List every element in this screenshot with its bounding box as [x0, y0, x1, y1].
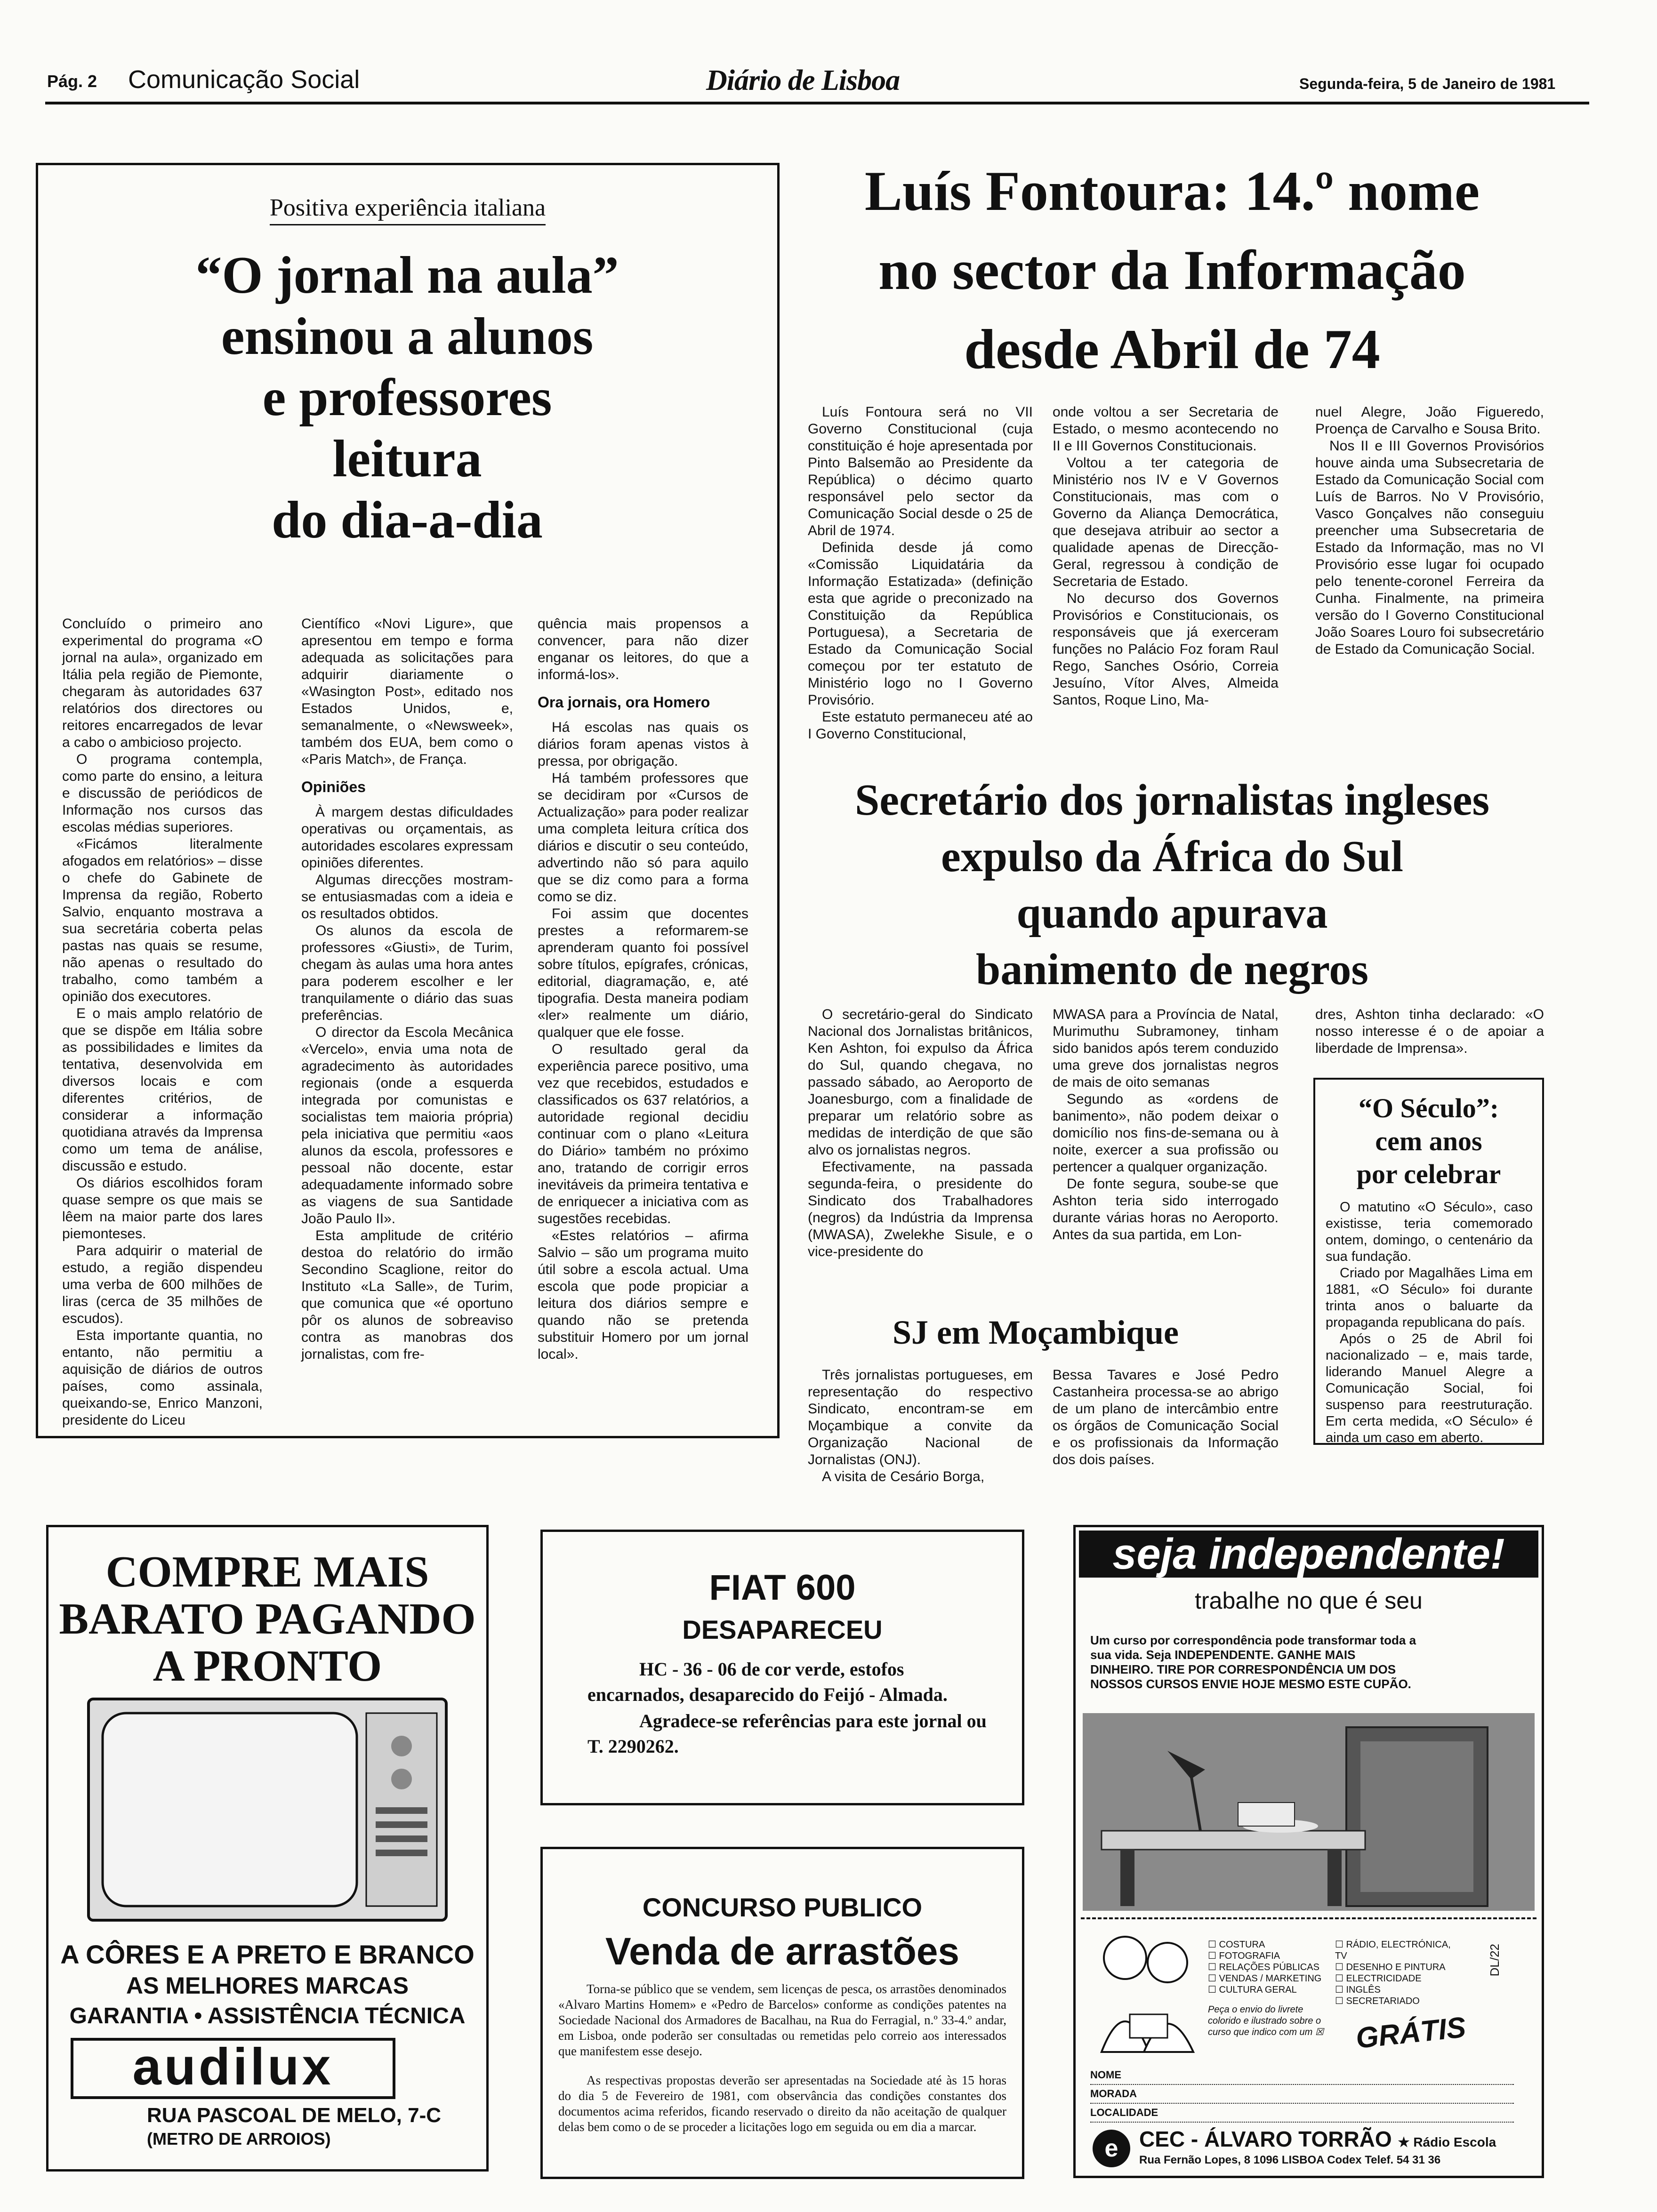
ad-body: HC - 36 - 06 de cor verde, estofos encarnados, desaparecido do Feijó - Almada. — [587, 1659, 948, 1705]
field-label: NOME — [1090, 2069, 1121, 2081]
paragraph: Efectivamente, na passada segunda-feira, o presidente do Sindicato dos Trabalhadores (negros) da Indústria da Imprensa (MWASA), Zwelekhe Sisule, e o vice-presidente do — [808, 1159, 1033, 1259]
brand-name: CEC - ÁLVARO TORRÃO — [1139, 2127, 1392, 2151]
locality-field[interactable] — [1090, 2104, 1514, 2123]
headline-line: ensinou a alunos — [221, 307, 594, 366]
field-label: MORADA — [1090, 2088, 1137, 2100]
article-headline — [800, 772, 1544, 998]
article-column — [1053, 1367, 1279, 1468]
headline-line: quando apurava — [1016, 889, 1328, 938]
paragraph: «Estes relatórios – afirma Salvio – são um programa muito útil sobre a escola actual. Uma escola que pode propiciar a leitura dos diários sempre e quando não se pretenda substituir Homero por um jornal local». — [538, 1228, 748, 1362]
paragraph: MWASA para a Província de Natal, Murimuthu Subramoney, tinham sido banidos após terem conduzido uma greve dos jornalistas negros de mais de oito semanas — [1053, 1007, 1279, 1090]
headline-line: por celebrar — [1356, 1159, 1501, 1189]
headline-line: expulso da África do Sul — [941, 832, 1403, 881]
paragraph: nuel Alegre, João Figueredo, Proença de Carvalho e Sousa Brito. — [1315, 404, 1544, 437]
paragraph: Concluído o primeiro ano experimental do programa «O jornal na aula», organizado em Itália pela região de Piemonte, chegaram às autoridades 637 relatórios dos directores ou reitores encarregados de levar a cabo o ambicioso projecto. — [62, 616, 263, 750]
paragraph: Segundo as «ordens de banimento», não podem deixar o domicílio nos fins-de-semana ou à noite, exercer a sua profissão ou pertencer a qualquer organização. — [1053, 1091, 1279, 1175]
article-column — [1053, 1006, 1279, 1243]
ad-subtitle: Venda de arrastões — [605, 1930, 960, 1973]
ad-subtitle: trabalhe no que é seu — [1195, 1587, 1423, 1614]
paragraph: Esta importante quantia, no entanto, não permitiu a aquisição de diários de outros países, como assinala, queixando-se, Enrico Manzoni, presidente do Liceu — [62, 1328, 263, 1428]
course-option[interactable]: ☐ CULTURA GERAL — [1208, 1985, 1297, 1995]
paragraph: De fonte segura, soube-se que Ashton teria sido interrogado durante várias horas no Aeroporto. Antes da sua partida, em Lon- — [1053, 1176, 1279, 1242]
ad-address: Rua Fernão Lopes, 8 1096 LISBOA Codex Telef. 54 31 36 — [1139, 2154, 1441, 2166]
paragraph: Há também professores que se decidiram por «Cursos de Actualização» para poder realizar uma completa leitura crítica dos diários e discutir o seu conteúdo, advertindo não só para aquilo que se diz como para a forma como se diz. — [538, 770, 748, 905]
article-kicker — [36, 194, 780, 222]
ad-line: GARANTIA • ASSISTÊNCIA TÉCNICA — [69, 2004, 466, 2028]
header-rule — [45, 102, 1589, 104]
course-label: DESENHO E PINTURA — [1346, 1962, 1446, 1972]
headline-line: e professores — [262, 369, 552, 427]
paragraph: Esta amplitude de critério destoa do relatório do irmão Secondino Scaglione, reitor do Instituto «La Salle», de Turim, que comunica que «é oportuno pôr os alunos de sobreaviso contra as manobras dos jornalistas, com fre- — [301, 1228, 513, 1362]
paragraph: dres, Ashton tinha declarado: «O nosso interesse é o de apoiar a liberdade de Imprensa». — [1315, 1007, 1544, 1056]
paragraph: O programa contempla, como parte do ensino, a leitura e discussão de periódicos de Informação nos cursos das escolas médias superiores. — [62, 752, 263, 835]
coupon-request: Peça o envio do livrete colorido e ilustrado sobre o curso que indico com um ☒ — [1208, 2004, 1324, 2037]
headline-line: A PRONTO — [153, 1642, 382, 1691]
article-column — [538, 616, 748, 1363]
course-label: RÁDIO, ELECTRÓNICA, TV — [1335, 1940, 1451, 1961]
course-option[interactable]: ☐ COSTURA — [1208, 1940, 1265, 1950]
headline-line: leitura — [332, 430, 482, 488]
page-number: Pág. 2 — [47, 72, 97, 91]
gratis-stamp: GRÁTIS — [1354, 2011, 1468, 2055]
headline-line: “O jornal na aula” — [195, 246, 619, 305]
course-label: COSTURA — [1219, 1940, 1265, 1950]
course-list-left — [1208, 1939, 1326, 1996]
paragraph: Bessa Tavares e José Pedro Castanheira processa-se ao abrigo de um plano de intercâmbio entre os órgãos de Comunicação Social e os profissionais da Informação dos dois países. — [1053, 1367, 1279, 1467]
course-label: SECRETARIADO — [1346, 1996, 1420, 2006]
article-column — [1326, 1199, 1533, 1446]
paragraph: Os diários escolhidos foram quase sempre os que mais se lêem na maior parte dos lares piemonteses. — [62, 1175, 263, 1242]
article-column — [62, 616, 263, 1429]
paragraph: O secretário-geral do Sindicato Nacional dos Jornalistas britânicos, Ken Ashton, foi expulso da África do Sul, quando chegava, no passado sábado, ao Aeroporto de Joanesburgo, com a finalidade de preparar um relatório sobre as medidas de interdição de que são alvo os jornalistas negros. — [808, 1007, 1033, 1158]
article-headline — [1313, 1092, 1544, 1191]
headline-line: “O Século”: — [1358, 1093, 1499, 1123]
course-option[interactable]: ☐ RELAÇÕES PÚBLICAS — [1208, 1962, 1319, 1972]
course-option[interactable]: ☐ VENDAS / MARKETING — [1208, 1973, 1322, 1984]
course-label: VENDAS / MARKETING — [1219, 1973, 1322, 1984]
paragraph: «Ficámos literalmente afogados em relatórios» – disse o chefe do Gabinete de Imprensa da região, Roberto Salvio, enquanto mostrava a sua secretária coberta pelas pastas nas quais se resume, não apenas o resultado do trabalho, como também a opinião dos executores. — [62, 836, 263, 1004]
paragraph: Definida desde já como «Comissão Liquidatária da Informação Estatizada» (definição esta que agride o preconizado na Constituição da República Portuguesa), a Secretaria de Estado da Comunicação Social começou por ter estatuto de Ministério logo no I Governo Provisório. — [808, 540, 1033, 708]
headline-line: Secretário dos jornalistas ingleses — [854, 776, 1490, 825]
paragraph: quência mais propensos a convencer, para não dizer enganar os leitores, do que a informá-los». — [538, 616, 748, 682]
article-column — [808, 1006, 1033, 1260]
course-list-right — [1335, 1939, 1453, 2007]
paragraph: Os alunos da escola de professores «Giusti», de Turim, chegam às aulas uma hora antes para poderem escolher e ler tranquilamente o diário das suas preferências. — [301, 923, 513, 1023]
ad-body: Torna-se público que se vendem, sem licenças de pesca, os arrastões denominados «Alvaro Martins Homem» e «Pedro de Barcelos» conforme as condições patentes na Sociedade Nacional dos Armadores de Bacalhau, na Rua do Ferragial, n.º 33-4.º andar, em Lisboa, onde poderão ser consultadas ou remetidas pelo correio aos interessados que manifestem esse desejo. — [558, 1982, 1006, 2058]
paragraph: Foi assim que docentes prestes a reformarem-se aprenderam quanto foi possível sobre títulos, epígrafes, crónicas, editorial, diagramação, e, até tipografia. Desta maneira podiam «ler» realmente um diário, qualquer que ele fosse. — [538, 906, 748, 1040]
field-label: LOCALIDADE — [1090, 2107, 1158, 2118]
article-headline — [47, 245, 767, 551]
television-illustration — [84, 1694, 451, 1930]
paragraph: Após o 25 de Abril foi nacionalizado – e, mais tarde, liderando Manuel Alegre a Comunicação Social, foi suspenso para reestruturação. Em certa medida, «O Século» é ainda um caso em aberto. — [1326, 1331, 1533, 1445]
coupon-fields — [1090, 2066, 1514, 2123]
paragraph: onde voltou a ser Secretaria de Estado, o mesmo acontecendo no II e III Governos Constitucionais. — [1053, 404, 1279, 454]
paragraph: O director da Escola Mecânica «Vercelo», envia uma nota de agradecimento às autoridades regionais (onde a esquerda integrada por comunistas e socialistas tem maioria própria) pela iniciativa que permitiu «aos alunos da escola, professores e pessoal não docente, estar adequadamente informado sobre as viagens de sua Santidade João Paulo II». — [301, 1025, 513, 1226]
article-column — [1053, 404, 1279, 709]
ad-subtitle: DESAPARECEU — [682, 1615, 883, 1644]
paragraph: Nos II e III Governos Provisórios houve ainda uma Subsecretaria de Estado da Comunicação Social com Luís de Barros. No V Provisório, Vasco Gonçalves não conseguiu preencher uma Subsecretaria de Estado da Informação, mas no VI Provisório esse lugar foi ocupado pelo tenente-coronel Ferreira da Cunha. Finalmente, na primeira versão do I Governo Constitucional João Soares Louro foi subsecretário de Estado da Comunicação Social. — [1315, 438, 1544, 657]
kicker-text: Positiva experiência italiana — [270, 194, 546, 225]
headline-line: banimento de negros — [976, 945, 1368, 994]
paragraph: No decurso dos Governos Provisórios e Constitucionais, os responsáveis que já exerceram funções no Palácio Foz foram Raul Rego, Sanches Osório, Correia Jesuíno, Vítor Alves, Almeida Santos, Roque Lino, Ma- — [1053, 591, 1279, 708]
paragraph: Científico «Novi Ligure», que apresentou em tempo e forma adequada as solicitações para adquirir diariamente o «Wasington Post», editado nos Estados Unidos, e, semanalmente, o «Newsweek», também dos EUA, bem como o «Paris Match», de França. — [301, 616, 513, 767]
paragraph: Luís Fontoura será no VII Governo Constitucional (cuja constituição é hoje apresentada por Pinto Balsemão ao Presidente da República) o décimo quarto responsável pelo sector da Comunicação Social desde o 25 de Abril de 1974. — [808, 404, 1033, 538]
course-option[interactable]: ☐ RÁDIO, ELECTRÓNICA, TV — [1335, 1940, 1451, 1961]
address-field[interactable] — [1090, 2085, 1514, 2104]
article-column — [301, 616, 513, 1363]
course-option[interactable]: ☐ INGLÊS — [1335, 1985, 1381, 1995]
course-label: RELAÇÕES PÚBLICAS — [1219, 1962, 1319, 1972]
svg-text:e: e — [1104, 2135, 1118, 2162]
course-option[interactable]: ☐ FOTOGRAFIA — [1208, 1951, 1280, 1961]
masthead: Diário de Lisboa — [706, 64, 900, 96]
headline-line: BARATO PAGANDO — [59, 1595, 476, 1643]
headline-line: no sector da Informação — [878, 239, 1466, 301]
course-option[interactable]: ☐ ELECTRICIDADE — [1335, 1973, 1422, 1984]
headline-line: Luís Fontoura: 14.º nome — [864, 160, 1480, 222]
ad-metro: (METRO DE ARROIOS) — [147, 2129, 331, 2148]
ad-title: FIAT 600 — [709, 1568, 856, 1608]
name-field[interactable] — [1090, 2066, 1514, 2085]
article-headline — [800, 152, 1544, 389]
cec-logo-icon — [1090, 2127, 1133, 2170]
course-label: INGLÊS — [1346, 1985, 1381, 1995]
section-title: Comunicação Social — [128, 65, 360, 94]
paragraph: Este estatuto permaneceu até ao I Governo Constitucional, — [808, 709, 1033, 742]
paragraph: Voltou a ter categoria de Ministério nos IV e V Governos Constitucionais, mas com o Governo da Aliança Democrática, que desejava atribuir ao sector a qualidade apenas de Direcção-Geral, regressou à condição de Secretaria de Estado. — [1053, 455, 1279, 589]
course-option[interactable]: ☐ DESENHO E PINTURA — [1335, 1962, 1446, 1972]
headline-line: do dia-a-dia — [272, 491, 543, 549]
office-illustration — [1083, 1713, 1535, 1911]
subhead: Ora jornais, ora Homero — [538, 694, 710, 711]
article-column — [808, 1367, 1033, 1485]
paragraph: Para adquirir o material de estudo, a região dispendeu uma verba de 600 milhões de liras (cerca de 35 milhões de escudos). — [62, 1243, 263, 1326]
paragraph: Há escolas nas quais os diários foram apenas vistos à pressa, por obrigação. — [538, 720, 748, 769]
ad-intro: Um curso por correspondência pode transformar toda a sua vida. Seja INDEPENDENTE. GANHE MAIS DINHEIRO. TIRE POR CORRESPONDÊNCIA UM DOS NOSSOS CURSOS ENVIE HOJE MESMO ESTE CUPÃO. — [1090, 1633, 1416, 1691]
paragraph: Três jornalistas portugueses, em representação do respectivo Sindicato, encontram-se em Moçambique a convite da Organização Nacional de Jornalistas (ONJ). — [808, 1367, 1033, 1467]
article-column — [1315, 1006, 1544, 1057]
subhead: Opiniões — [301, 778, 366, 795]
page-date: Segunda-feira, 5 de Janeiro de 1981 — [1299, 75, 1556, 92]
course-label: ELECTRICIDADE — [1346, 1973, 1422, 1984]
ad-headline — [46, 1548, 489, 1690]
paragraph: E o mais amplo relatório de que se dispõe em Itália sobre as possibilidades e limites da tentativa, desenvolvida em diversos locais e com diferentes critérios, de considerar a informação quotidiana através da Imprensa como um tema de análise, discussão e estudo. — [62, 1006, 263, 1174]
ad-line: A CÔRES E A PRETO E BRANCO — [60, 1940, 475, 1969]
headline-line: cem anos — [1375, 1126, 1482, 1156]
ad-title: seja independente! — [1079, 1531, 1538, 1578]
ad-line: AS MELHORES MARCAS — [126, 1972, 409, 1999]
paragraph: À margem destas dificuldades operativas ou orçamentais, as autoridades escolares expressam opiniões diferentes. — [301, 804, 513, 871]
audilux-logo: audilux — [71, 2038, 395, 2099]
paragraph: Algumas direcções mostram-se entusiasmadas com a ideia e os resultados obtidos. — [301, 872, 513, 922]
ad-address: RUA PASCOAL DE MELO, 7-C — [147, 2104, 442, 2127]
article-headline: SJ em Moçambique — [893, 1314, 1179, 1351]
ad-title: CONCURSO PUBLICO — [642, 1892, 923, 1922]
paragraph: O resultado geral da experiência parece positivo, uma vez que recebidos, estudados e classificados os 637 relatórios, a autoridade regional decidiu continuar com o plano «Leitura do Diário» também no próximo ano, tratando de corrigir erros inevitáveis da primeira tentativa e de enriquecer a iniciativa com as sugestões recebidas. — [538, 1042, 748, 1226]
article-column — [808, 404, 1033, 743]
headline-line: desde Abril de 74 — [964, 318, 1380, 380]
headline-line: COMPRE MAIS — [105, 1547, 429, 1596]
people-illustration — [1087, 1925, 1205, 2057]
course-label: CULTURA GERAL — [1219, 1985, 1297, 1995]
ad-brand — [1139, 2126, 1496, 2152]
paragraph: A visita de Cesário Borga, — [822, 1469, 985, 1484]
paragraph: O matutino «O Século», caso existisse, teria comemorado ontem, domingo, o centenário da sua fundação. — [1326, 1200, 1533, 1264]
coupon-code: DL/22 — [1488, 1944, 1502, 1977]
course-option[interactable]: ☐ SECRETARIADO — [1335, 1996, 1420, 2006]
course-label: FOTOGRAFIA — [1219, 1951, 1280, 1961]
article-column — [1315, 404, 1544, 658]
paragraph: Criado por Magalhães Lima em 1881, «O Século» foi durante trinta anos o baluarte da propaganda republicana do país. — [1326, 1266, 1533, 1330]
ad-body: As respectivas propostas deverão ser apresentadas na Sociedade até às 15 horas do dia 5 de Fevereiro de 1981, com observância das condições constantes dos documentos acima referidos, ficando reservado o direito da não aceitação de qualquer delas bem como o de se proceder a licitações logo em seguida ou em dia a marcar. — [558, 2073, 1006, 2134]
brand-suffix: ★ Rádio Escola — [1398, 2135, 1496, 2149]
ad-body: Agradece-se referências para este jornal ou T. 2290262. — [587, 1710, 987, 1757]
